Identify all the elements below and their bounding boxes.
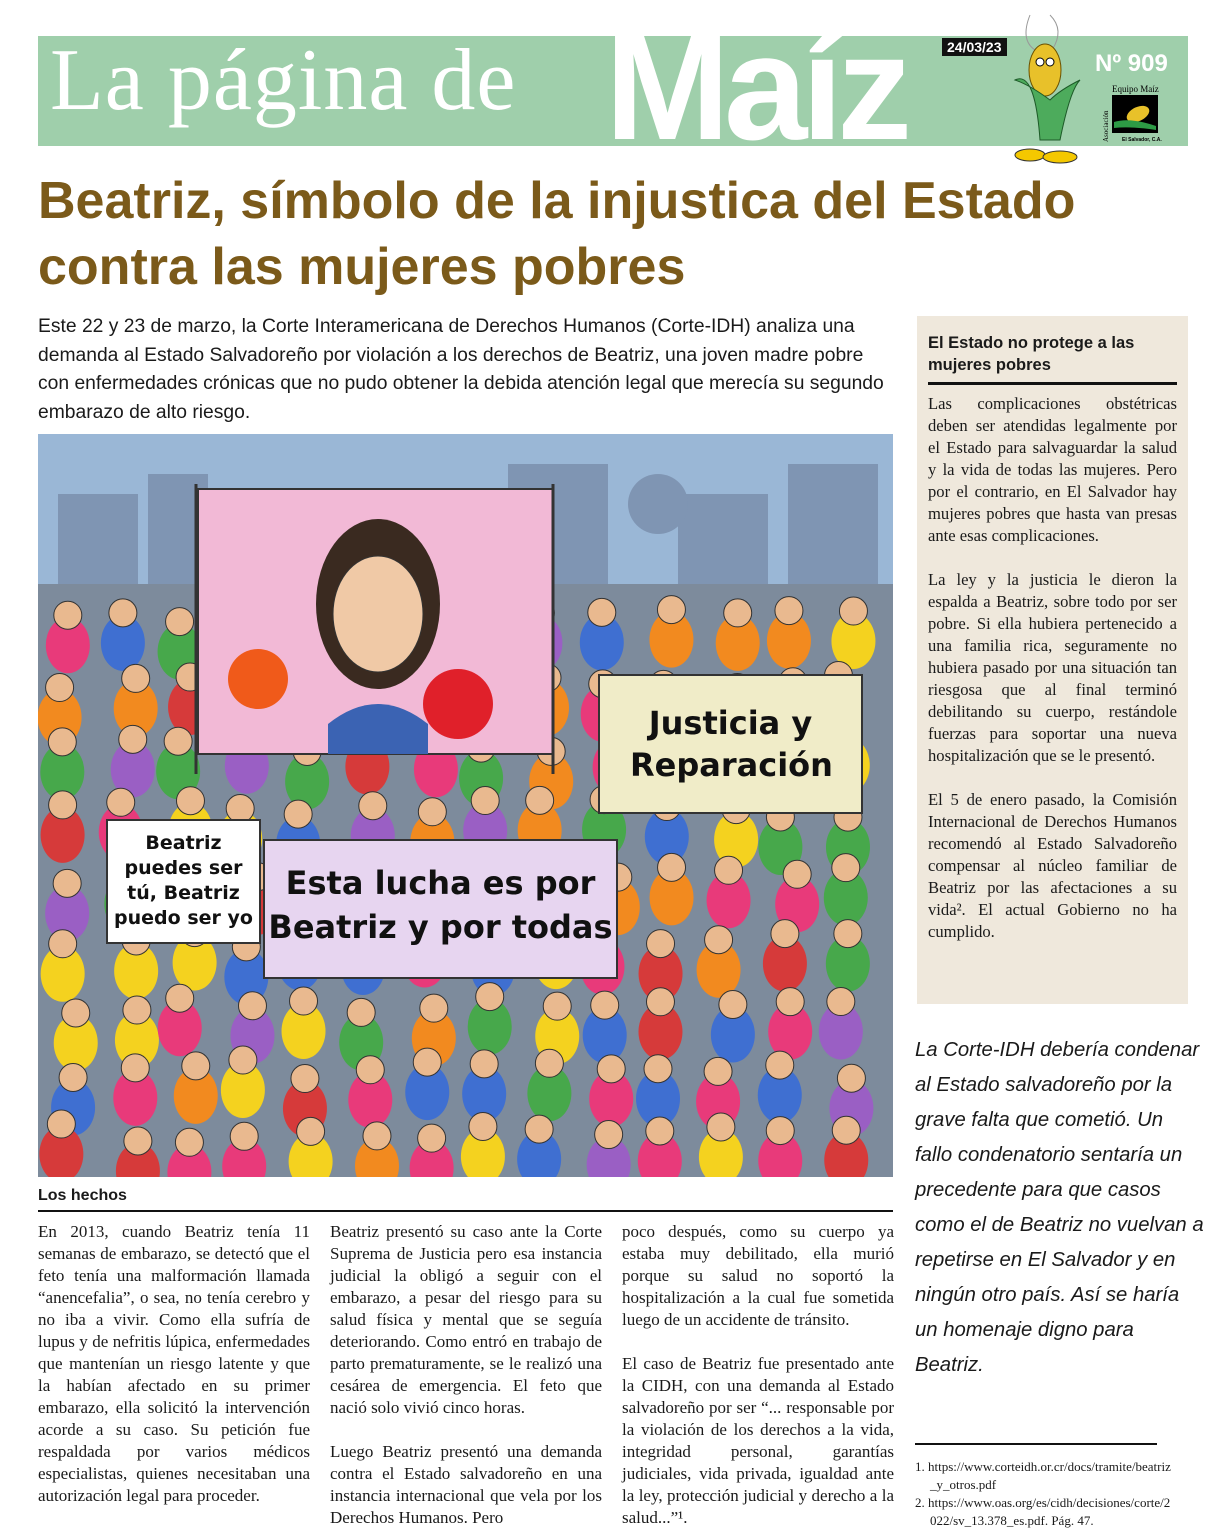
equipo-maiz-logo [1100, 82, 1172, 144]
crowd-head [107, 788, 135, 816]
crowd-head [543, 992, 571, 1020]
crowd-head [469, 1112, 497, 1140]
sidebar-title: El Estado no protege a las mujeres pobres [928, 332, 1177, 385]
banner-esta-lucha: Esta lucha es por Beatriz y por todas [263, 839, 618, 979]
crowd-head [775, 597, 803, 625]
crowd-head [176, 787, 204, 815]
crowd-head [707, 1113, 735, 1141]
crowd-head [109, 599, 137, 627]
crowd-head [837, 1064, 865, 1092]
crowd-head [476, 983, 504, 1011]
crowd-head [182, 1052, 210, 1080]
crowd-head [46, 674, 74, 702]
crowd-head [591, 991, 619, 1019]
crowd-head [230, 1122, 258, 1150]
crowd-head [783, 860, 811, 888]
crowd-head [356, 1056, 384, 1084]
masthead-title: La página de [50, 32, 517, 129]
crowd-head [535, 1049, 563, 1077]
crowd-head [724, 599, 752, 627]
crowd-head [297, 1117, 325, 1145]
crowd-head [839, 597, 867, 625]
crowd-head [121, 1054, 149, 1082]
crowd-head [658, 853, 686, 881]
crowd-head [644, 1055, 672, 1083]
crowd-head [420, 994, 448, 1022]
crowd-head [62, 999, 90, 1027]
crowd-head [766, 1117, 794, 1145]
crowd-head [164, 727, 192, 755]
crowd-head [175, 1128, 203, 1156]
crowd-head [119, 725, 147, 753]
crowd-head [719, 991, 747, 1019]
crowd-head [53, 869, 81, 897]
crowd-head [597, 1055, 625, 1083]
masthead-title-maiz: Maíz [605, 3, 907, 171]
crowd-head [827, 988, 855, 1016]
crowd-head [49, 930, 77, 958]
footnote: 2. https://www.oas.org/es/cidh/decisiones/corte/2022/sv_13.378_es.pdf. Pág. 47. [915, 1495, 1171, 1528]
intro-paragraph: Este 22 y 23 de marzo, la Corte Interamericana de Derechos Humanos (Corte-IDH) analiza una demanda al Estado Salvadoreño por violación a los derechos de Beatriz, una joven madre pobre con enfermedades crónicas que no pudo obtener la debida atención legal que merecía su segundo embarazo de alto riesgo. [38, 316, 884, 423]
section-divider [38, 1210, 893, 1212]
issue-date: 24/03/23 [942, 38, 1007, 56]
article-column-2 [330, 1221, 602, 1529]
crowd-head [413, 1048, 441, 1076]
sidebar-box [917, 316, 1188, 1004]
article-column-3 [622, 1221, 894, 1529]
crowd-head [284, 800, 312, 828]
paragraph: Luego Beatriz presentó una demanda contra el Estado salvadoreño en una instancia internacional que vela por los Derechos Humanos. Pero [330, 1442, 602, 1527]
headline: Beatriz, símbolo de la injustica del Estado contra las mujeres pobres [38, 172, 1076, 296]
paragraph: En 2013, cuando Beatriz tenía 11 semanas de embarazo, se detectó que el feto tenía una malformación llamada “anencefalia”, o sea, no tenía cerebro y no iba a vivir. Como ella sufría de lupus y de nefritis lúpica, enfermedades que mantenían un riesgo latente y que la habían afectado en su primer embarazo, ella solicitó la intervención acorde a su caso. Su petición fue respaldada por varios médicos especialistas, quienes necesitaban una autorización legal para proceder. [38, 1222, 310, 1505]
sign-beatriz: Beatriz puedes ser tú, Beatriz puedo ser yo [106, 819, 261, 944]
sidebar-paragraph: El 5 de enero pasado, la Comisión Internacional de Derechos Humanos recomendó al Estado Salvadoreño compensar al núcleo familiar de Beatriz por las afectaciones a su vida². El actual Gobierno no ha cumplido. [928, 790, 1177, 941]
crowd-head [471, 787, 499, 815]
crowd-head [290, 987, 318, 1015]
crowd-head [832, 1116, 860, 1144]
crowd-head [470, 1050, 498, 1078]
crowd-head [418, 1124, 446, 1152]
crowd-head [526, 786, 554, 814]
paragraph: poco después, como su cuerpo ya estaba muy debilitado, ella murió porque su salud no soportó la hospitalización a la cual fue sometida luego de un accidente de tránsito. [622, 1222, 894, 1329]
footnotes [915, 1458, 1175, 1530]
crowd-head [832, 854, 860, 882]
svg-text:Asociación: Asociación [1102, 110, 1110, 142]
crowd-head [229, 1046, 257, 1074]
corn-mascot-icon [990, 10, 1090, 165]
sidebar-paragraph: La ley y la justicia le dieron la espalda a Beatriz, sobre todo por ser pobre. Si ella hubiera pertenecido a una familia rica, seguramente no hubiera pasado por una situación tan riesgosa que al final terminó debilitando su cuerpo, restándole fuerzas para soportar una nueva hospitalización que se le presentó. [928, 570, 1177, 765]
crowd-head [776, 988, 804, 1016]
footnote: 1. https://www.corteidh.or.cr/docs/tramite/beatriz_y_otros.pdf [915, 1459, 1171, 1492]
crowd-head [646, 988, 674, 1016]
crowd-head [59, 1063, 87, 1091]
crowd-head [647, 930, 675, 958]
paragraph: El caso de Beatriz fue presentado ante la CIDH, con una demanda al Estado salvadoreño por ser “... responsable por la violación de los derechos a la vida, integridad personal, garantías judiciales, vida privada, igualdad ante la ley, protección judicial y derecho a la salud...”¹. [622, 1354, 894, 1527]
crowd-head [123, 996, 151, 1024]
crowd-head [347, 998, 375, 1026]
crowd-head [834, 920, 862, 948]
crowd-head [359, 792, 387, 820]
footnote-divider [915, 1443, 1157, 1445]
crowd-head [124, 1127, 152, 1155]
svg-text:El Salvador, C.A.: El Salvador, C.A. [1122, 137, 1162, 143]
crowd-head [238, 992, 266, 1020]
paragraph: Beatriz presentó su caso ante la Corte Suprema de Justicia pero esa instancia judicial la obligó a seguir con el embarazo, a pesar del riesgo para su salud física y mental que se seguía deteriorando. Como entró en trabajo de parto prematuramente, se le realizó una cesárea de emergencia. El feto que nació solo vivió cinco horas. [330, 1222, 602, 1417]
crowd-head [657, 596, 685, 624]
crowd-head [48, 728, 76, 756]
banner-justicia: Justicia y Reparación [598, 674, 863, 814]
crowd-head [49, 791, 77, 819]
crowd-head [47, 1110, 75, 1138]
crowd-head [766, 1051, 794, 1079]
issue-number: Nº 909 [1095, 50, 1168, 77]
crowd-head [771, 920, 799, 948]
crowd-head [291, 1065, 319, 1093]
svg-text:Equipo Maíz: Equipo Maíz [1112, 84, 1159, 94]
crowd-head [646, 1117, 674, 1145]
crowd-head [595, 1121, 623, 1149]
protest-illustration [38, 434, 893, 1177]
crowd-head [588, 598, 616, 626]
crowd-head [363, 1122, 391, 1150]
crowd-head [166, 984, 194, 1012]
crowd-head [122, 664, 150, 692]
crowd-head [418, 798, 446, 826]
crowd-head [705, 926, 733, 954]
crowd-head [715, 856, 743, 884]
article-column-1 [38, 1221, 310, 1507]
pull-quote: La Corte-IDH debería condenar al Estado salvadoreño por la grave falta que cometió. Un fallo condenatorio sentaría un precedente para que casos como el de Beatriz no vuelvan a repetirse en El Salvador y en ningún otro país. Así se haría un homenaje digno para Beatriz. [915, 1039, 1204, 1376]
crowd-head [525, 1115, 553, 1143]
section-title: Los hechos [38, 1187, 127, 1204]
crowd-head [54, 601, 82, 629]
crowd-head [166, 608, 194, 636]
crowd-head [704, 1057, 732, 1085]
sidebar-paragraph: Las complicaciones obstétricas deben ser atendidas legalmente por el Estado para salvaguardar la salud y la vida de todas las mujeres. Pero por el contrario, en El Salvador hay mujeres pobres que hasta van presas ante esas complicaciones. [928, 394, 1177, 545]
